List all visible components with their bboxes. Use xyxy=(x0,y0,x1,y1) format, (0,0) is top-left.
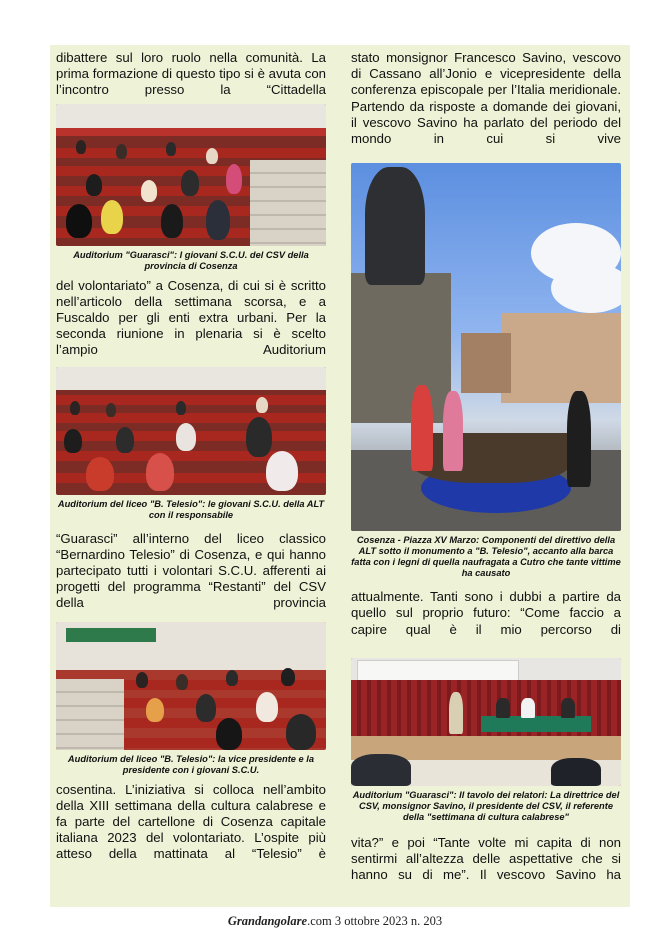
photo5-caption: Auditorium "Guarasci": Il tavolo dei relatori: La direttrice del CSV, monsignor Savino, il presidente del CSV, il referente della "settimana di cultura calabrese" xyxy=(352,789,620,822)
left-paragraph-4: cosentina. L’iniziativa si colloca nell’ambito della XIII settimana della cultura calabrese e fa parte del cartellone di Cosenza capitale italiana 2023 del volontariato. L’ospite più atteso della mattinata al “Telesio” è xyxy=(56,781,326,862)
photo-auditorium-telesio-responsible xyxy=(56,367,326,495)
page-background xyxy=(50,45,630,907)
left-paragraph-2: del volontariato” a Cosenza, di cui si è scritto nell’articolo della settimana scorsa, e a Fuscaldo per gli enti extra urbani. Per la seconda riunione in plenaria si è scelto l’ampio Auditorium xyxy=(56,277,326,358)
right-paragraph-1: stato monsignor Francesco Savino, vescovo di Cassano all’Jonio e vicepresidente della conferenza episcopale per l’Italia meridionale. Partendo da risposte a domande dei giovani, il vescovo Savino ha parlato del periodo del mondo in cui si vive xyxy=(351,50,621,147)
footer-brand: Grandangolare xyxy=(227,914,308,928)
footer-issue: .com 3 ottobre 2023 n. 203 xyxy=(307,914,443,928)
photo4-caption: Cosenza - Piazza XV Marzo: Componenti del direttivo della ALT sotto il monumento a "B. Telesio", accanto alla barca fatta con i legni di quella naufragata a Cutro che tante vittime ha causato xyxy=(351,535,621,579)
photo-auditorium-speakers-table xyxy=(351,658,621,786)
left-paragraph-1: dibattere sul loro ruolo nella comunità. La prima formazione di questo tipo si è avuta con l’incontro presso la “Cittadella xyxy=(56,50,326,98)
right-paragraph-2: attualmente. Tanti sono i dubbi a partire da quello sul proprio futuro: “Come faccio a capire qual è il mio percorso di xyxy=(351,589,621,637)
photo2-caption: Auditorium del liceo "B. Telesio": le giovani S.C.U. della ALT con il responsabile xyxy=(57,498,325,520)
photo3-caption: Auditorium del liceo "B. Telesio": la vice presidente e la presidente con i giovani S.C.U. xyxy=(67,753,315,775)
right-paragraph-3: vita?” e poi “Tante volte mi capita di non sentirmi all’altezza delle aspettative che si hanno su di me”. Il vescovo Savino ha xyxy=(351,834,621,883)
photo-auditorium-telesio-presidents xyxy=(56,622,326,750)
photo-piazza-xv-marzo-monument xyxy=(351,163,621,531)
page-footer xyxy=(0,914,670,929)
photo-auditorium-guarasci-youth xyxy=(56,104,326,246)
left-paragraph-3: “Guarasci” all’interno del liceo classico “Bernardino Telesio” di Cosenza, e qui hanno partecipato tutti i volontari S.C.U. afferenti ai progetti del programma “Restanti” del CSV della provincia xyxy=(56,530,326,611)
left-column xyxy=(56,45,326,863)
photo1-caption: Auditorium "Guarasci": I giovani S.C.U. del CSV della provincia di Cosenza xyxy=(73,249,309,271)
right-column xyxy=(351,45,621,883)
